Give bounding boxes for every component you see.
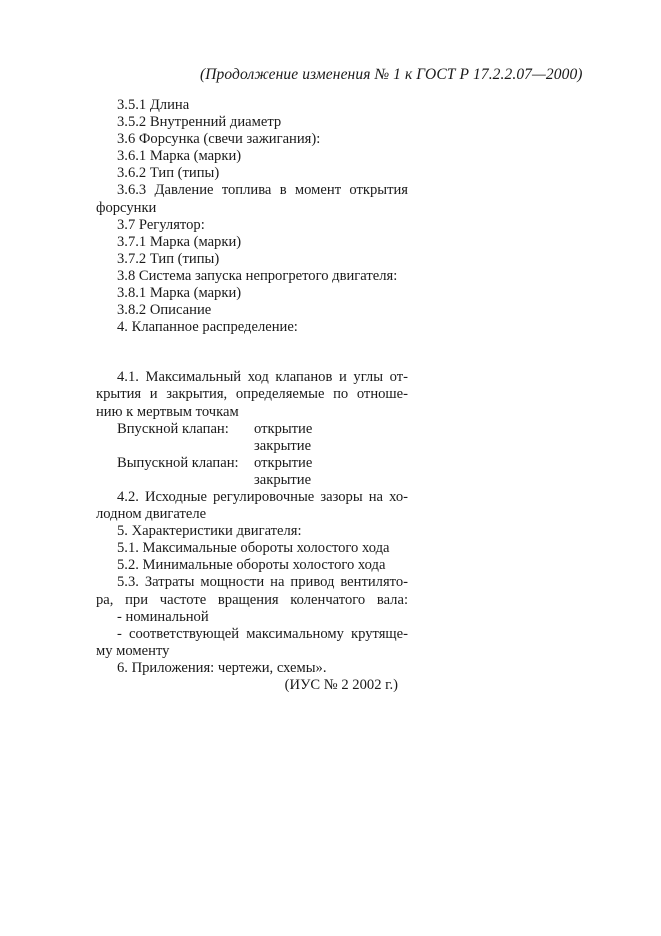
inlet-valve-opening: открытие xyxy=(254,420,313,437)
item-3-5-1: 3.5.1 Длина xyxy=(117,97,190,113)
ius-reference: (ИУС № 2 2002 г.) xyxy=(284,677,398,693)
outlet-valve-opening: открытие xyxy=(254,454,313,471)
item-5-2: 5.2. Минимальные обороты холостого хода xyxy=(117,557,386,574)
item-3-8-1: 3.8.1 Марка (марки) xyxy=(117,285,242,302)
item-4-1-line3: нию к мертвым точкам xyxy=(96,403,239,420)
item-6: 6. Приложения: чертежи, схемы». xyxy=(117,659,327,676)
item-4: 4. Клапанное распределение: xyxy=(117,319,298,336)
document-body xyxy=(96,97,408,694)
item-5-3-max-torque-line1: - соответствующей максимальному крутяще- xyxy=(117,625,408,642)
item-4-1-line1: 4.1. Максимальный ход клапанов и углы от- xyxy=(117,369,408,386)
item-5-3-max-torque-line2: му моменту xyxy=(96,642,170,659)
item-3-7: 3.7 Регулятор: xyxy=(117,216,205,233)
outlet-valve-label: Выпускной клапан: xyxy=(117,454,239,471)
item-4-2-line2: лодном двигателе xyxy=(96,506,207,523)
inlet-valve-closing: закрытие xyxy=(254,437,312,454)
inlet-valve-label: Впускной клапан: xyxy=(117,420,229,437)
item-5-3-line2: ра, при частоте вращения коленчатого вала: xyxy=(96,591,408,608)
item-5-1: 5.1. Максимальные обороты холостого хода xyxy=(117,540,390,557)
inlet-valve-row xyxy=(96,421,408,438)
item-3-7-2: 3.7.2 Тип (типы) xyxy=(117,250,220,267)
item-5: 5. Характеристики двигателя: xyxy=(117,523,302,540)
item-3-5-2: 3.5.2 Внутренний диаметр xyxy=(117,114,282,131)
item-4-1-line2: крытия и закрытия, определяемые по отноше- xyxy=(96,386,408,403)
item-3-8: 3.8 Система запуска непрогретого двигателя: xyxy=(117,267,398,284)
item-3-8-2: 3.8.2 Описание xyxy=(117,302,212,319)
item-4-2-line1: 4.2. Исходные регулировочные зазоры на хо- xyxy=(117,488,408,505)
item-3-7-1: 3.7.1 Марка (марки) xyxy=(117,233,242,250)
item-3-6: 3.6 Форсунка (свечи зажигания): xyxy=(117,131,321,148)
item-3-6-1: 3.6.1 Марка (марки) xyxy=(117,148,242,165)
item-3-6-3: 3.6.3 Давление топлива в момент открытия xyxy=(117,182,408,199)
item-3-6-3-cont: форсунки xyxy=(96,199,157,216)
item-3-6-2: 3.6.2 Тип (типы) xyxy=(117,165,220,182)
page-header: (Продолжение изменения № 1 к ГОСТ Р 17.2.2.07—2000) xyxy=(200,66,583,83)
item-5-3-nominal: - номинальной xyxy=(117,608,209,625)
outlet-valve-closing: закрытие xyxy=(254,471,312,488)
outlet-valve-row xyxy=(96,455,408,472)
item-5-3-line1: 5.3. Затраты мощности на привод вентилято- xyxy=(117,574,408,591)
